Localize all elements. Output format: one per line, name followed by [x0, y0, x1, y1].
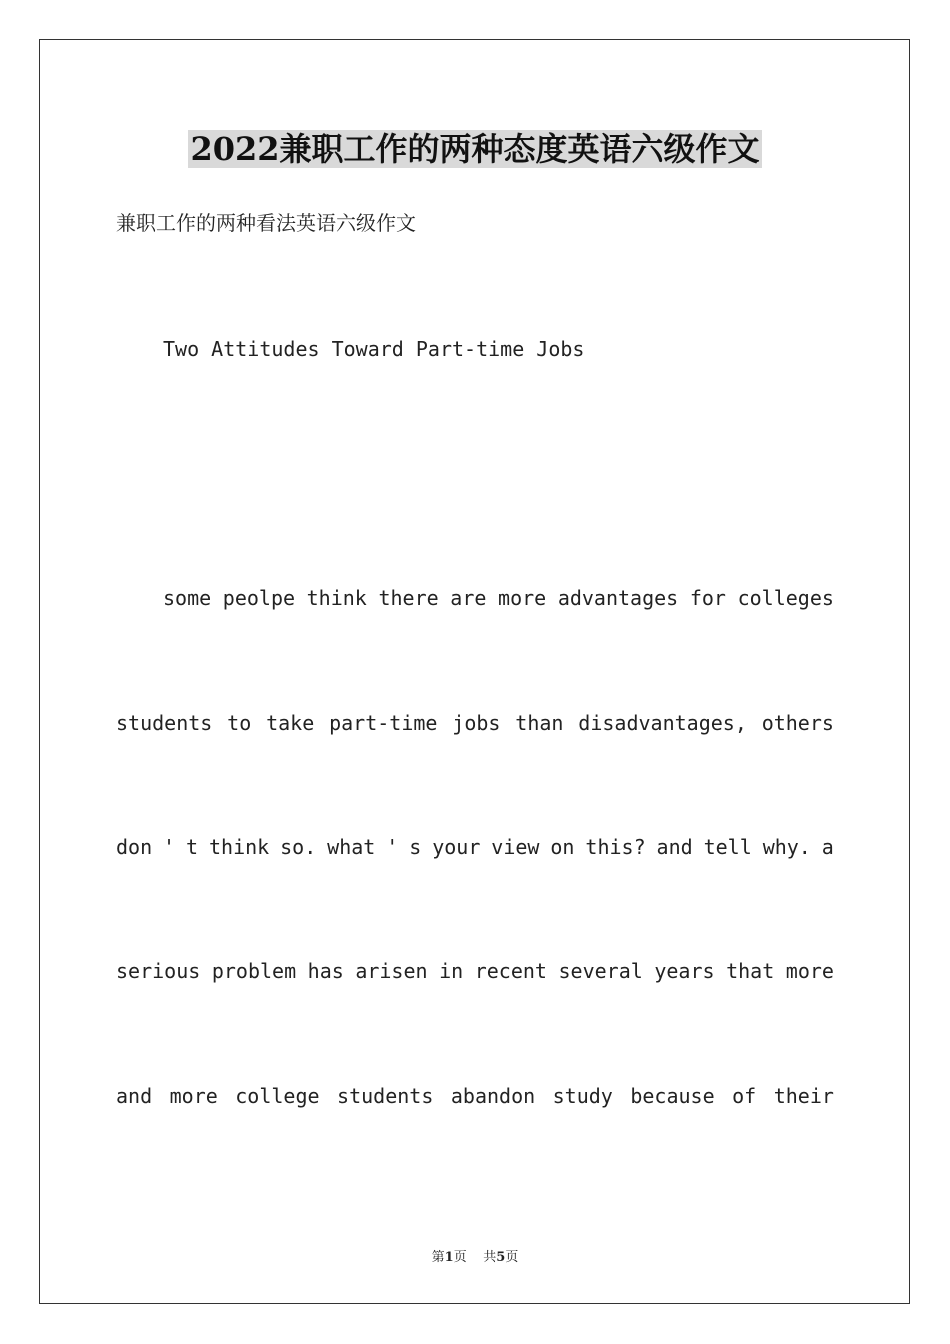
- essay-title: Two Attitudes Toward Part-time Jobs: [163, 337, 585, 361]
- essay-word: of: [732, 1084, 757, 1108]
- essay-word: so.: [280, 835, 317, 859]
- essay-word: what: [327, 835, 376, 859]
- essay-word: t: [186, 835, 199, 859]
- essay-word: serious: [116, 959, 201, 983]
- essay-word: problem: [211, 959, 297, 983]
- essay-word: your: [432, 835, 481, 859]
- essay-word: take: [266, 711, 315, 735]
- essay-word: this?: [585, 835, 646, 859]
- essay-line-4: [116, 956, 834, 986]
- document-title-text: 2022兼职工作的两种态度英语六级作文: [190, 130, 760, 168]
- essay-word: college: [235, 1084, 320, 1108]
- essay-word: some: [163, 586, 212, 610]
- footer-total-pages: 5: [496, 1250, 506, 1265]
- essay-word: that: [726, 959, 775, 983]
- essay-word: and: [656, 835, 693, 859]
- essay-word: more: [785, 959, 834, 983]
- document-subtitle: 兼职工作的两种看法英语六级作文: [116, 211, 416, 235]
- footer-page-suffix: 页: [453, 1250, 467, 1265]
- essay-word: disadvantages,: [578, 711, 747, 735]
- footer-page-number: 1: [444, 1250, 454, 1265]
- essay-word: students: [116, 711, 213, 735]
- essay-word: ': [386, 835, 399, 859]
- essay-word: has: [307, 959, 344, 983]
- essay-word: are: [450, 586, 487, 610]
- footer-prefix: 第: [431, 1250, 445, 1265]
- essay-word: think: [208, 835, 270, 859]
- footer-total-suffix: 页: [505, 1250, 519, 1265]
- essay-word: view: [491, 835, 540, 859]
- essay-word: because: [630, 1084, 715, 1108]
- essay-word: recent: [474, 959, 547, 983]
- essay-word: several: [558, 959, 643, 983]
- essay-word: there: [378, 586, 439, 610]
- essay-word: a: [821, 835, 834, 859]
- essay-word: tell: [703, 835, 752, 859]
- essay-word: and: [116, 1084, 153, 1108]
- footer-total-prefix: 共: [483, 1250, 497, 1265]
- essay-word: don: [116, 835, 153, 859]
- essay-word: think: [306, 586, 367, 610]
- essay-word: to: [227, 711, 252, 735]
- essay-word: study: [552, 1084, 613, 1108]
- essay-word: advantages: [557, 586, 679, 610]
- essay-word: why.: [762, 835, 811, 859]
- essay-word: peolpe: [222, 586, 296, 610]
- essay-word: jobs: [452, 711, 501, 735]
- essay-word: their: [773, 1084, 834, 1108]
- essay-line-3: [116, 832, 834, 862]
- essay-word: abandon: [450, 1084, 536, 1108]
- essay-word: more: [498, 586, 547, 610]
- essay-word: on: [550, 835, 575, 859]
- essay-word: arisen: [355, 959, 428, 983]
- essay-word: students: [337, 1084, 434, 1108]
- page-footer: [0, 1246, 950, 1265]
- essay-word: others: [761, 711, 834, 735]
- essay-word: in: [439, 959, 464, 983]
- document-title: [0, 126, 950, 172]
- essay-word: part-time: [329, 711, 438, 735]
- essay-line-2: [116, 708, 834, 738]
- essay-word: colleges: [737, 586, 834, 610]
- essay-line-1: [116, 583, 834, 613]
- essay-word: more: [169, 1084, 218, 1108]
- essay-word: than: [515, 711, 564, 735]
- essay-word: s: [409, 835, 422, 859]
- essay-word: for: [689, 586, 726, 610]
- essay-line-5: [116, 1081, 834, 1111]
- essay-word: ': [163, 835, 176, 859]
- essay-word: years: [654, 959, 715, 983]
